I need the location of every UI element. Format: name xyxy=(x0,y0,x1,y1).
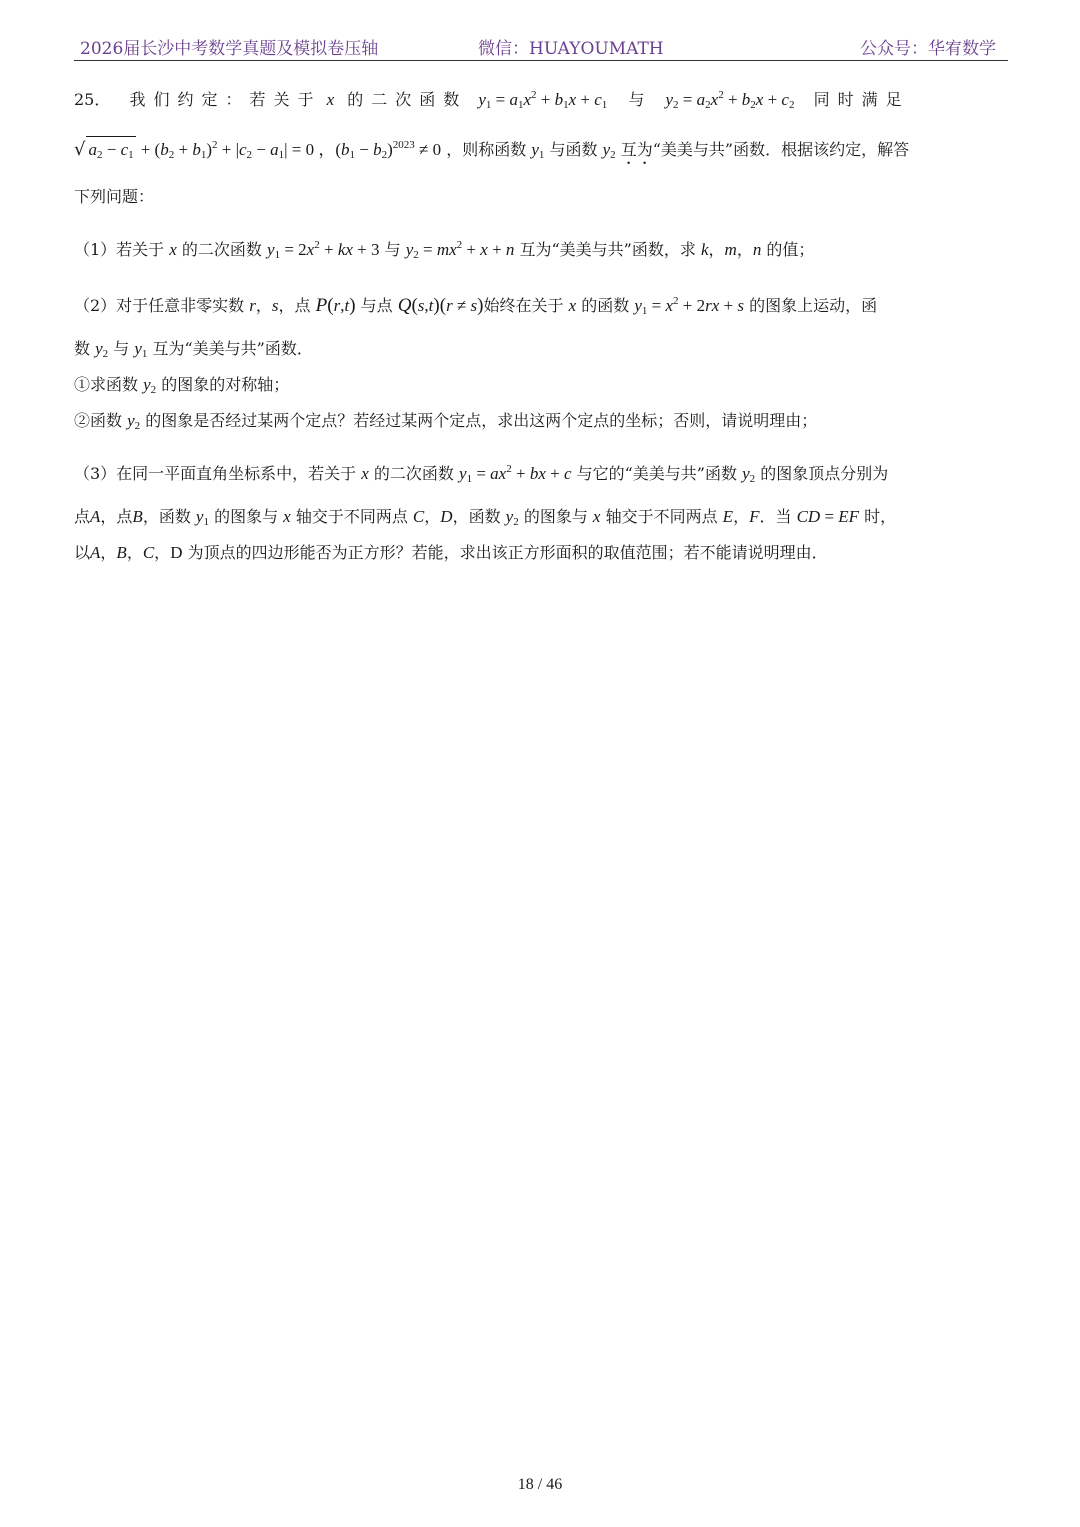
page-number: 18 / 46 xyxy=(517,1476,563,1493)
header-title: 2026届长沙中考数学真题及模拟卷压轴 xyxy=(80,39,379,59)
header-account: 公众号：华宥数学 xyxy=(860,39,996,59)
header-wechat: 微信：HUAYOUMATH xyxy=(478,39,664,59)
problem-number: 25． xyxy=(74,90,111,109)
question-2-sub-2: ②函数 $y_2$ 的图象是否经过某两个定点？若经过某两个定点，求出这两个定点的坐标；否则，请说明理由； xyxy=(74,411,818,432)
problem-line-1: 25． 我们约定：若关于 x 的二次函数 $y_1 = a_1x^2 + b_1x + c_1$ 与 $y_2 = a_2x^2 + b_2x + c_2$ 同时满足 xyxy=(74,89,910,111)
question-3-cont: 点A，点B，函数 $y_1$ 的图象与 x 轴交于不同两点 C，D，函数 $y_2$ 的图象与 x 轴交于不同两点 E，F．当 CD = EF 时， xyxy=(74,507,897,528)
question-1: （1）若关于 x 的二次函数 $y_1 = 2x^2$ + kx + 3 与 $y_2 = mx^2 + x + n$ 互为“美美与共”函数，求 k，m，n 的值； xyxy=(74,239,815,261)
question-3-end: 以A，B，C，D 为顶点的四边形能否为正方形？若能，求出该正方形面积的取值范围；若不能请说明理由． xyxy=(74,543,828,562)
question-2-cont: 数 $y_2$ 与 $y_1$ 互为“美美与共”函数． xyxy=(74,339,313,360)
question-3: （3）在同一平面直角坐标系中，若关于 x 的二次函数 $y_1 = ax^2$ + bx + c 与它的“美美与共”函数 $y_2$ 的图象顶点分别为 xyxy=(74,463,889,485)
page-header xyxy=(74,34,1008,61)
question-2-sub-1: ①求函数 $y_2$ 的图象的对称轴； xyxy=(74,375,290,396)
problem-line-2: √ $a_2 - c_1 + (b_2 + b_1)^2 + |c_2 - a_1| = 0$ ，$(b_1 - b_2)^{2023} \ne 0$ ，则称函数 $y_1$ 与函数 $y_2$ 互为“美美与共”函数．根据该约定，解答 xyxy=(74,132,1008,168)
question-2: （2）对于任意非零实数 r，s，点 P(r,t) 与点 Q(s,t)(r ≠ s)始终在关于 x 的函数 $y_1 = x^2 + 2rx + s$ 的图象上运动，函 xyxy=(74,295,878,317)
problem-line-3: 下列问题： xyxy=(74,187,155,206)
